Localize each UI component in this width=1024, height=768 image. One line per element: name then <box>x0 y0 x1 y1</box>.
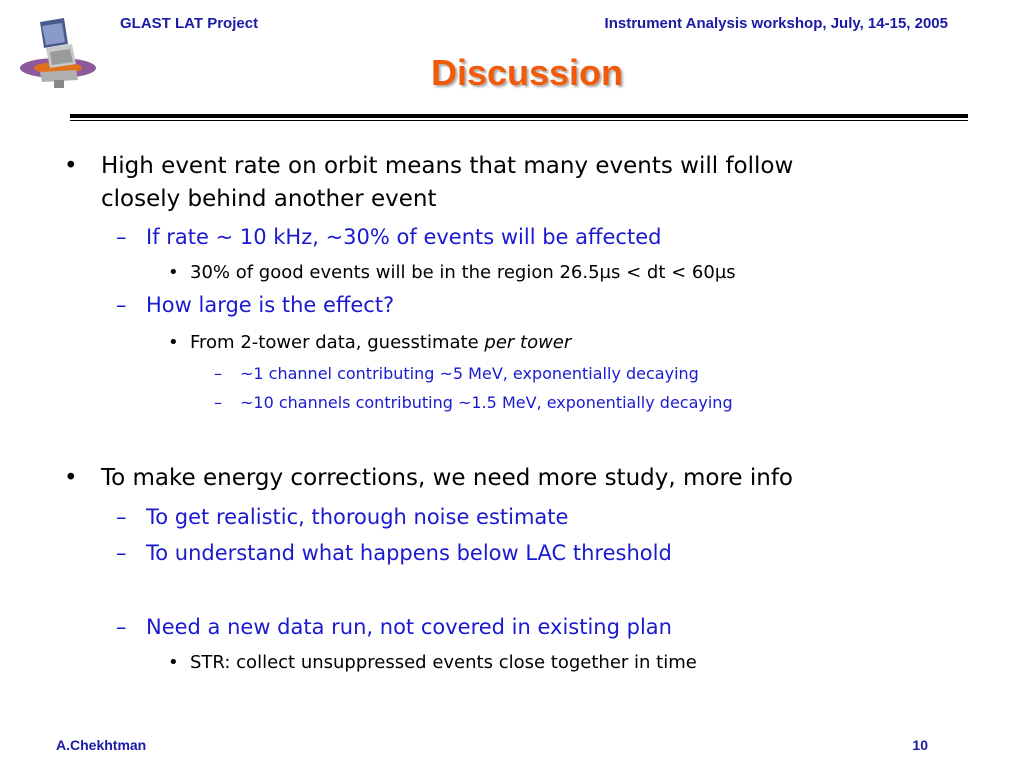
dash-marker: – <box>116 541 127 565</box>
sub-sub-bullet-two-tower <box>190 332 571 353</box>
header-project: GLAST LAT Project <box>120 15 259 32</box>
per-tower-emphasis: per tower <box>484 332 572 353</box>
footer-author: A.Chekhtman <box>56 737 147 753</box>
title-rule-thick <box>70 114 968 118</box>
bullet-2-energy-corrections: To make energy corrections, we need more study, more info <box>101 465 793 491</box>
slide-title: Discussion <box>430 52 624 93</box>
bullet-marker: • <box>168 262 179 283</box>
sub-bullet-new-run: Need a new data run, not covered in existing plan <box>146 615 672 639</box>
bullet-marker: • <box>64 153 78 179</box>
dash-marker: – <box>116 293 127 317</box>
page-number: 10 <box>912 737 928 753</box>
dash-marker: – <box>214 393 222 412</box>
detail-one-channel: ~1 channel contributing ~5 MeV, exponentially decaying <box>240 364 699 383</box>
title-rule-thin <box>70 120 968 121</box>
dash-marker: – <box>116 615 127 639</box>
bullet-1-line-2: closely behind another event <box>101 186 437 212</box>
sub-bullet-effect: How large is the effect? <box>146 293 395 317</box>
dash-marker: – <box>116 225 127 249</box>
dash-marker: – <box>116 505 127 529</box>
bullet-marker: • <box>168 652 179 673</box>
sub-bullet-rate: If rate ~ 10 kHz, ~30% of events will be affected <box>146 225 662 249</box>
sub-bullet-noise: To get realistic, thorough noise estimate <box>146 505 569 529</box>
sub-bullet-lac: To understand what happens below LAC threshold <box>146 541 672 565</box>
detail-ten-channels: ~10 channels contributing ~1.5 MeV, exponentially decaying <box>240 393 733 412</box>
sub-sub-bullet-good-events: 30% of good events will be in the region 26.5µs < dt < 60µs <box>190 262 736 283</box>
bullet-marker: • <box>168 332 179 353</box>
bullet-1-line-1: High event rate on orbit means that many events will follow <box>101 153 794 179</box>
dash-marker: – <box>214 364 222 383</box>
two-tower-text: From 2-tower data, guesstimate <box>190 332 485 353</box>
header-workshop: Instrument Analysis workshop, July, 14-15, 2005 <box>604 15 948 32</box>
bullet-marker: • <box>64 465 78 491</box>
sub-sub-bullet-str: STR: collect unsuppressed events close together in time <box>190 652 697 673</box>
